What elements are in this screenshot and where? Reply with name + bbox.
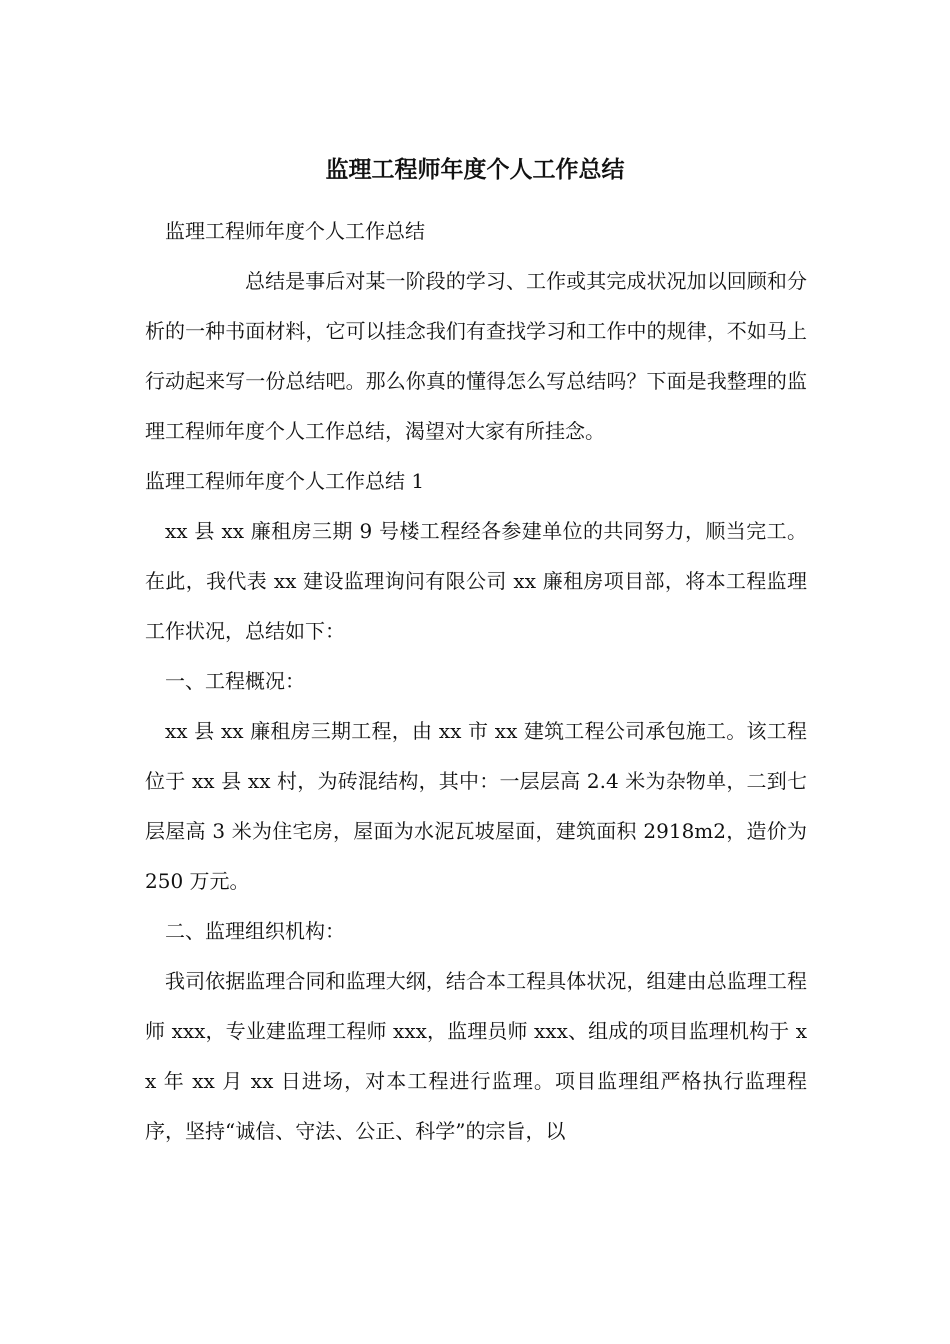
paragraph-organization: 我司依据监理合同和监理大纲，结合本工程具体状况，组建由总监理工程师 xxx，专业建监理工程师 xxx，监理员师 xxx、组成的项目监理机构于 xx 年 xx 月 xx 日进场，对本工程进行监理。项目监理组严格执行监理程序，坚持“诚信、守法、公正、科学”的宗旨，以 bbox=[145, 969, 807, 1143]
heading-project-overview: 一、工程概况： bbox=[165, 669, 305, 693]
paragraph-subtitle: 监理工程师年度个人工作总结 bbox=[165, 219, 425, 243]
document-title: 监理工程师年度个人工作总结 bbox=[325, 157, 625, 183]
document-body bbox=[145, 206, 807, 1156]
paragraph-intro: 总结是事后对某一阶段的学习、工作或其完成状况加以回顾和分析的一种书面材料，它可以挂念我们有查找学习和工作中的规律，不如马上行动起来写一份总结吧。那么你真的懂得怎么写总结吗？下面是我整理的监理工程师年度个人工作总结，渴望对大家有所挂念。 bbox=[145, 269, 807, 443]
paragraph-completion: xx 县 xx 廉租房三期 9 号楼工程经各参建单位的共同努力，顺当完工。在此，我代表 xx 建设监理询问有限公司 xx 廉租房项目部，将本工程监理工作状况，总结如下： bbox=[145, 519, 807, 643]
section-heading-1: 监理工程师年度个人工作总结 1 bbox=[145, 469, 425, 493]
heading-organization: 二、监理组织机构： bbox=[165, 919, 345, 943]
paragraph-project-overview: xx 县 xx 廉租房三期工程，由 xx 市 xx 建筑工程公司承包施工。该工程位于 xx 县 xx 村，为砖混结构，其中：一层层高 2.4 米为杂物单，二到七层屋高 3 米为住宅房，屋面为水泥瓦坡屋面，建筑面积 2918m2，造价为 250 万元。 bbox=[145, 719, 807, 893]
